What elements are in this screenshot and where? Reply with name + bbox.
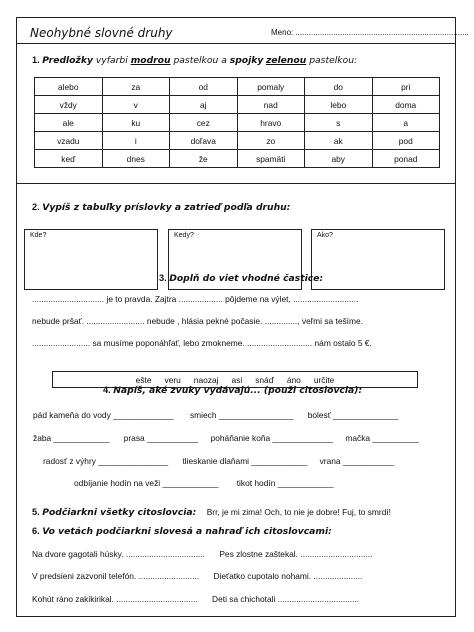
sentence-item[interactable]: Pes zlostne zaštekal. ...............................: [219, 549, 373, 559]
word-cell[interactable]: alebo: [35, 78, 103, 96]
particle-word: určite: [313, 374, 335, 385]
word-cell[interactable]: že: [170, 150, 238, 168]
word-cell[interactable]: ale: [35, 114, 103, 132]
sentence-item[interactable]: Na dvore gagotali húsky. ..................................: [32, 549, 205, 559]
task-1-number: 1.: [32, 55, 40, 65]
sentence-item[interactable]: Kohút ráno zakikirikal. ...................................: [32, 594, 198, 604]
sound-item[interactable]: tikot hodín ____________: [236, 478, 334, 488]
particle-word: ešte: [135, 374, 152, 385]
task-3-text: Doplň do viet vhodné častice:: [169, 273, 324, 284]
word-cell[interactable]: i: [102, 132, 170, 150]
box-label-ako: Ako?: [317, 232, 333, 239]
task-2-text: Vypíš z tabuľky príslovky a zatrieď podľa druhu:: [42, 202, 291, 213]
word-cell[interactable]: pri: [372, 78, 440, 96]
sound-line: [74, 478, 334, 488]
task-3-heading: [159, 273, 323, 284]
word-cell[interactable]: hravo: [237, 114, 305, 132]
sound-line: [33, 433, 419, 443]
answer-box-kde[interactable]: [24, 229, 158, 290]
answer-box-ako[interactable]: [311, 229, 445, 290]
sentence-line: [32, 594, 359, 604]
sound-item[interactable]: odbíjanie hodín na veži ____________: [74, 478, 219, 488]
task-6-number: 6.: [32, 526, 40, 536]
task-1-text: vyfarbi: [92, 55, 131, 66]
word-cell[interactable]: doľava: [170, 132, 238, 150]
word-cell[interactable]: ku: [102, 114, 170, 132]
particle-word: asi: [231, 374, 243, 385]
word-cell[interactable]: do: [305, 78, 373, 96]
sound-item[interactable]: žaba ____________: [33, 433, 110, 443]
word-cell[interactable]: za: [102, 78, 170, 96]
name-field[interactable]: Meno: ..............................................................................: [271, 28, 469, 37]
sound-item[interactable]: poháňanie koňa _____________: [210, 433, 334, 443]
worksheet-title: Neohybné slovné druhy: [30, 26, 173, 40]
particle-word: snáď: [255, 374, 274, 385]
table-row: [35, 150, 440, 168]
task-1-word-zelenou: zelenou: [265, 55, 307, 66]
sentence-line: [32, 549, 372, 559]
interjection-sentence[interactable]: Brr, je mi zima! Och, to nie je dobre! Fuj, to smrdí!: [206, 507, 392, 517]
word-cell[interactable]: dnes: [102, 150, 170, 168]
sound-item[interactable]: bolesť ______________: [307, 410, 399, 420]
word-cell[interactable]: ak: [305, 132, 373, 150]
word-cell[interactable]: vzadu: [35, 132, 103, 150]
task-1-word-spojky: spojky: [229, 55, 264, 66]
sound-item[interactable]: mačka __________: [345, 433, 419, 443]
task-4-number: 4.: [103, 385, 111, 395]
task-5-text: Podčiarkni všetky citoslovcia:: [42, 507, 197, 518]
worksheet-page: [16, 17, 469, 617]
word-cell[interactable]: doma: [372, 96, 440, 114]
exercise-line[interactable]: nebude pršať. ......................... nebude , hlásia pekné počasie. .............., veľmi sa tešíme.: [32, 316, 363, 326]
word-cell[interactable]: v: [102, 96, 170, 114]
sentence-line: [32, 571, 362, 581]
table-row: [35, 114, 440, 132]
task-4-heading: [103, 385, 362, 396]
table-row: [35, 96, 440, 114]
task-4-text: Napíš, aké zvuky vydávajú... (použi citoslovcia):: [113, 385, 363, 396]
word-cell[interactable]: ponad: [372, 150, 440, 168]
word-cell[interactable]: spamäti: [237, 150, 305, 168]
box-label-kde: Kde?: [30, 232, 47, 239]
word-cell[interactable]: nad: [237, 96, 305, 114]
sound-item[interactable]: radosť z výhry _______________: [43, 456, 169, 466]
sound-item[interactable]: tlieskanie dlaňami ____________: [182, 456, 308, 466]
word-cell[interactable]: a: [372, 114, 440, 132]
box-label-kedy: Kedy?: [174, 232, 194, 239]
task-1-word-modrou: modrou: [130, 55, 171, 66]
sentence-item[interactable]: Dieťatko cupotalo nohami. .....................: [213, 571, 363, 581]
table-row: [35, 78, 440, 96]
exercise-line[interactable]: ......................... sa musíme poponáhľať, lebo zmokneme. ............................ nám ostalo 5 €.: [32, 338, 372, 348]
section-divider: [17, 183, 455, 184]
task-1-text: pastelkou a: [170, 55, 230, 66]
exercise-line[interactable]: ............................... je to pravda. Zajtra ................... pôjdeme na výlet, ............................: [32, 294, 359, 304]
table-row: [35, 132, 440, 150]
word-cell[interactable]: pod: [372, 132, 440, 150]
word-cell[interactable]: zo: [237, 132, 305, 150]
word-cell[interactable]: s: [305, 114, 373, 132]
word-cell[interactable]: vždy: [35, 96, 103, 114]
sound-line: [33, 410, 398, 420]
task-6-heading: [32, 526, 332, 537]
sound-item[interactable]: prasa ___________: [123, 433, 199, 443]
task-5-number: 5.: [32, 507, 40, 517]
task-2-heading: [32, 202, 290, 213]
sentence-item[interactable]: V predsieni zazvonil telefón. ..........................: [32, 571, 200, 581]
task-1-text: pastelkou:: [306, 55, 358, 66]
task-5-row: [32, 502, 391, 520]
word-cell[interactable]: cez: [170, 114, 238, 132]
task-3-number: 3.: [159, 273, 167, 283]
task-2-number: 2.: [32, 202, 40, 212]
sound-item[interactable]: smiech ________________: [189, 410, 294, 420]
task-6-text: Vo vetách podčiarkni slovesá a nahraď ich citoslovcami:: [42, 526, 332, 537]
particle-word: veru: [164, 374, 181, 385]
sound-item[interactable]: pád kameňa do vody _____________: [33, 410, 174, 420]
sound-item[interactable]: vrana ___________: [319, 456, 395, 466]
word-cell[interactable]: od: [170, 78, 238, 96]
word-table: [34, 77, 440, 168]
particle-word: áno: [286, 374, 301, 385]
task-1-word-predlozky: Predložky: [42, 55, 93, 66]
sentence-item[interactable]: Deti sa chichotali ...................................: [212, 594, 360, 604]
word-cell[interactable]: aby: [305, 150, 373, 168]
word-cell[interactable]: lebo: [305, 96, 373, 114]
word-cell[interactable]: aj: [170, 96, 238, 114]
title-divider: [17, 43, 455, 44]
task-1-heading: [32, 55, 357, 66]
word-cell[interactable]: keď: [35, 150, 103, 168]
sound-line: [43, 456, 394, 466]
particle-word: naozaj: [193, 374, 219, 385]
word-cell[interactable]: pomaly: [237, 78, 305, 96]
